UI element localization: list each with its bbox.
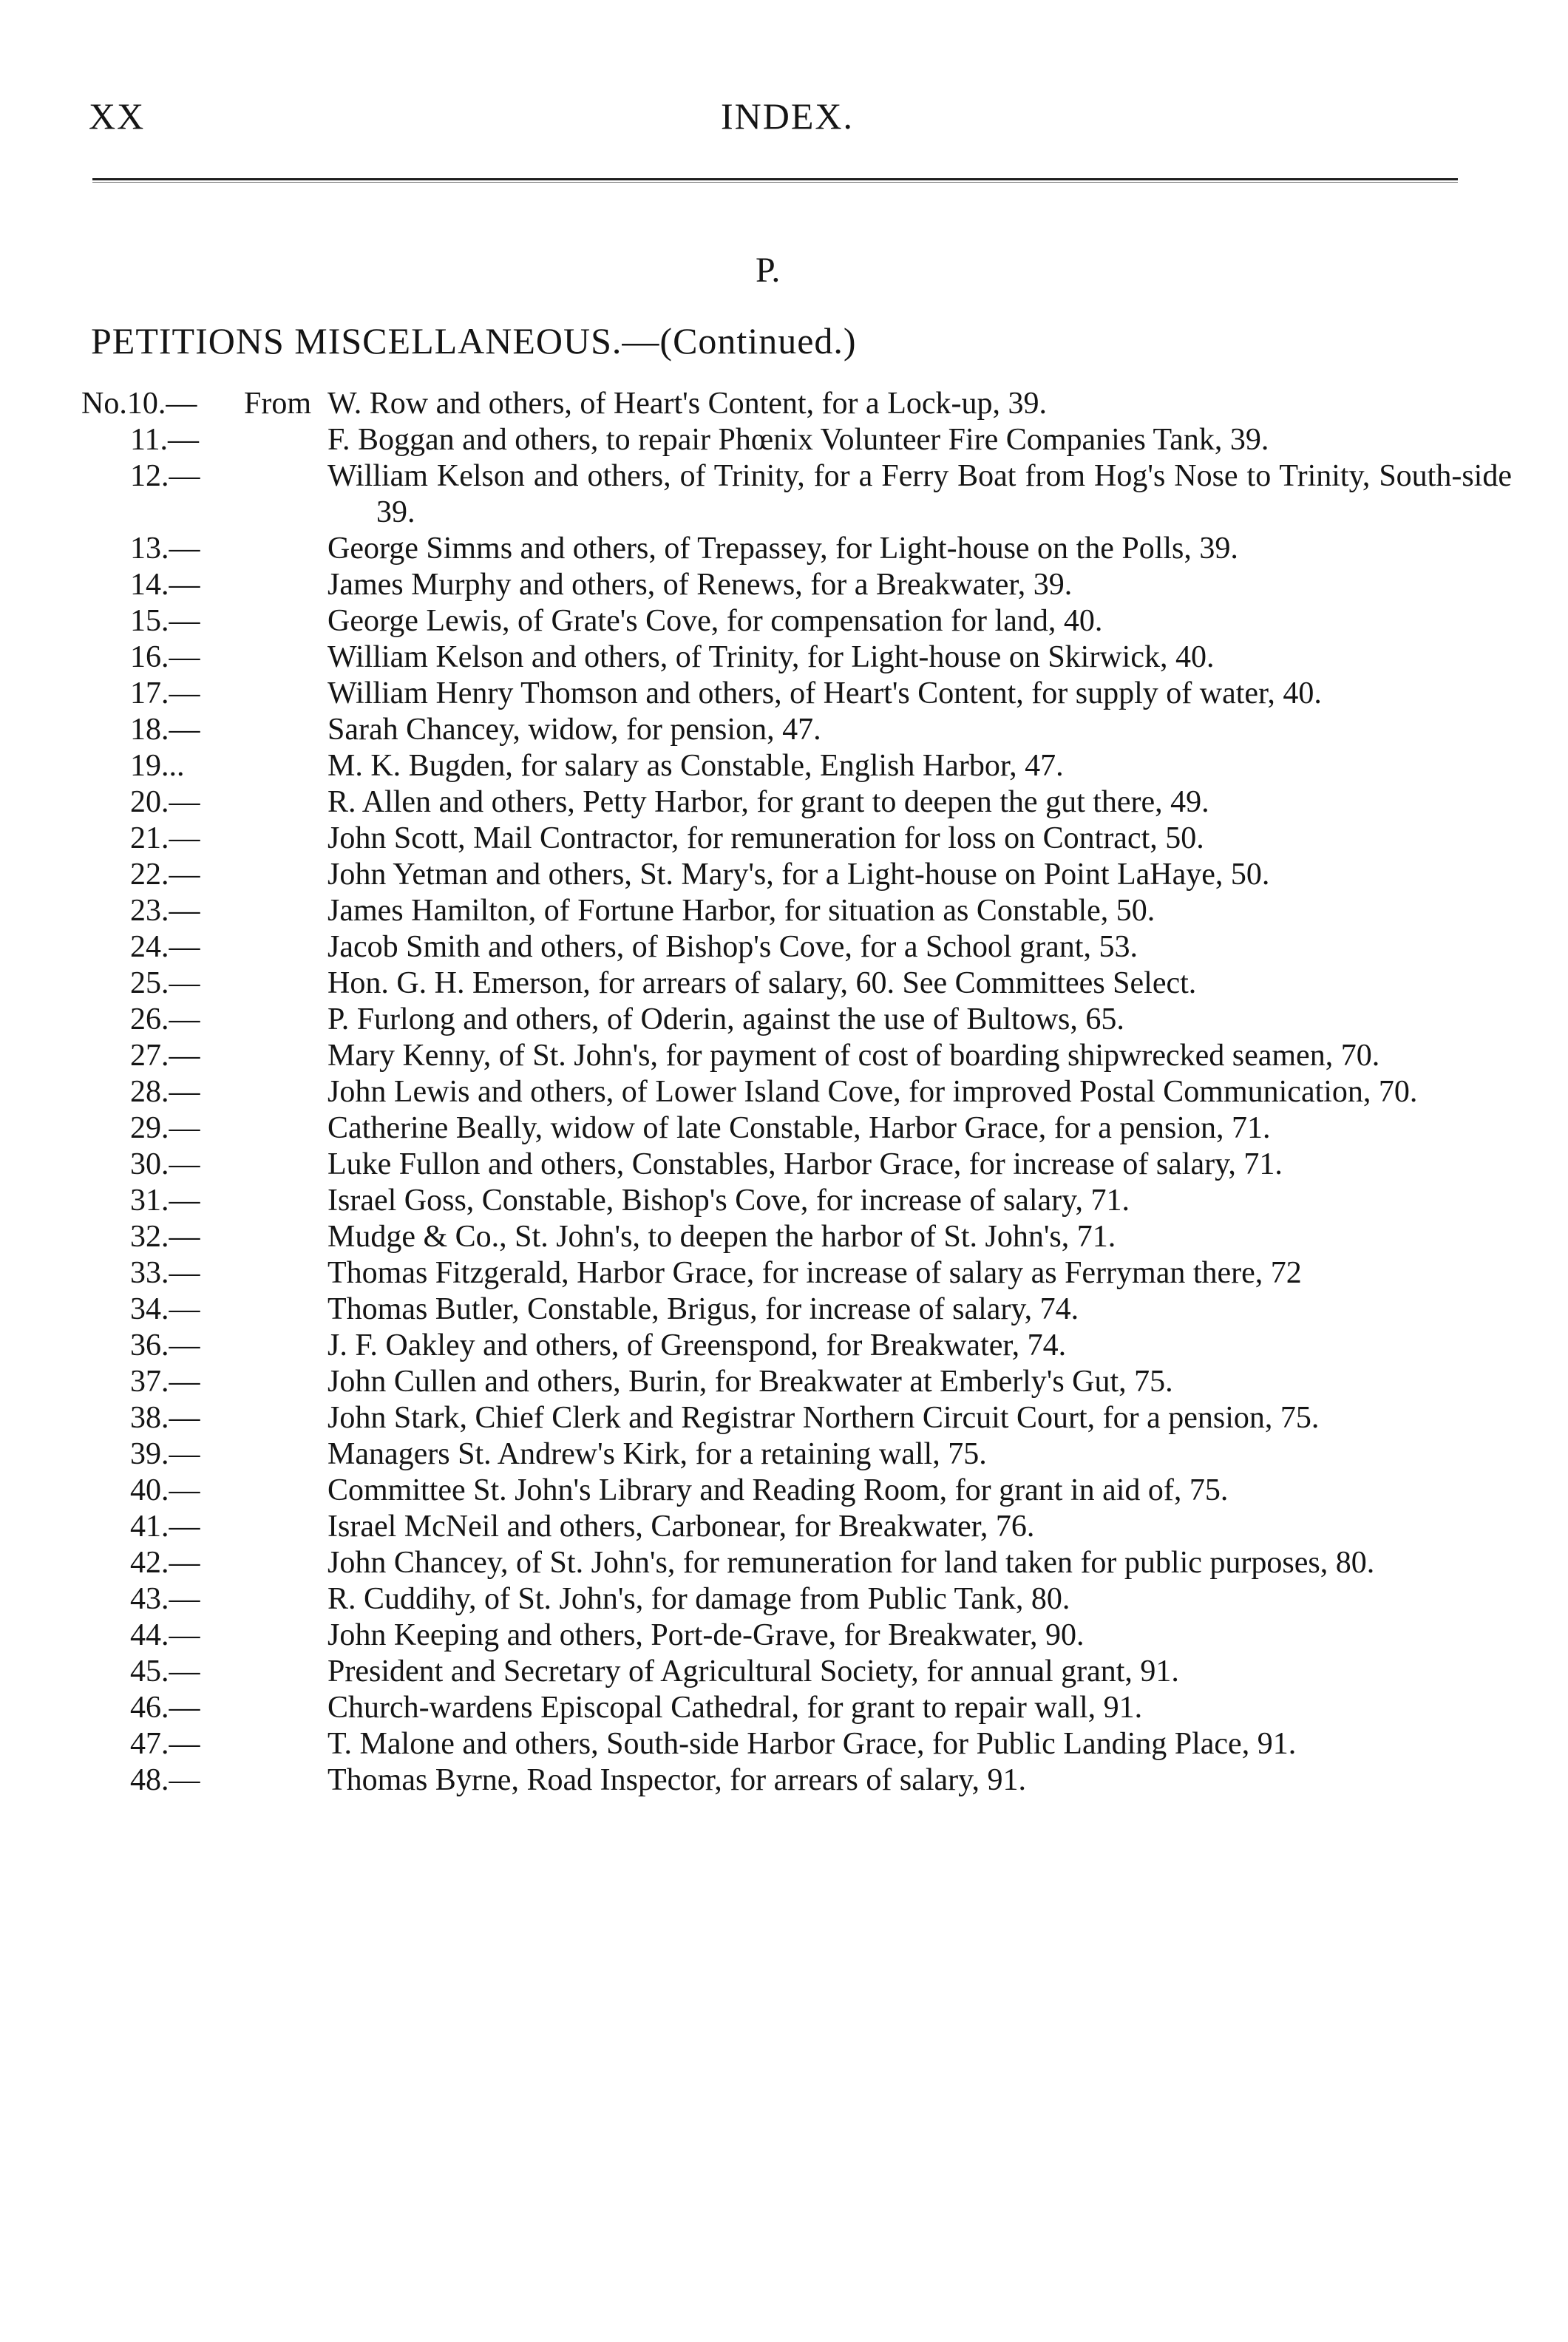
petition-entry	[0, 1545, 1568, 1581]
petition-entry	[0, 1436, 1568, 1473]
section-letter: P.	[756, 251, 781, 290]
petition-entry	[0, 784, 1568, 821]
petition-entry	[0, 531, 1568, 567]
petition-text: Israel McNeil and others, Carbonear, for Breakwater, 76.	[327, 1510, 1035, 1544]
petition-text: John Lewis and others, of Lower Island Cove, for improved Postal Communication, 70.	[327, 1075, 1418, 1109]
petition-entry	[0, 422, 1568, 458]
petition-number: 29.—	[130, 1111, 200, 1145]
petition-text: John Keeping and others, Port-de-Grave, for Breakwater, 90.	[327, 1618, 1085, 1652]
petition-text: John Chancey, of St. John's, for remuneration for land taken for public purposes, 80.	[327, 1546, 1375, 1580]
petition-number: 25.—	[130, 966, 200, 1000]
petition-text: William Henry Thomson and others, of Heart's Content, for supply of water, 40.	[327, 676, 1322, 710]
petition-number: 15.—	[130, 604, 200, 638]
petition-entry	[0, 1147, 1568, 1183]
petition-number: 27.—	[130, 1039, 200, 1073]
petition-number: 11.—	[130, 423, 199, 457]
petition-number: 30.—	[130, 1147, 200, 1181]
section-title: PETITIONS MISCELLANEOUS.—(Continued.)	[91, 320, 857, 362]
petition-text: James Hamilton, of Fortune Harbor, for situation as Constable, 50.	[327, 894, 1155, 928]
petition-text: Israel Goss, Constable, Bishop's Cove, for increase of salary, 71.	[327, 1184, 1130, 1218]
petition-number: 16.—	[130, 640, 200, 674]
petition-text: W. Row and others, of Heart's Content, for a Lock-up, 39.	[327, 387, 1047, 421]
petition-entry	[0, 1726, 1568, 1762]
petition-entry	[0, 676, 1568, 712]
header-rule	[92, 178, 1458, 183]
petition-entry	[0, 386, 1568, 422]
petition-text: Hon. G. H. Emerson, for arrears of salary, 60. See Committees Select.	[327, 966, 1197, 1000]
petition-text: William Kelson and others, of Trinity, for a Ferry Boat from Hog's Nose to Trinity, South-side 39.	[327, 459, 1512, 529]
petition-number: 42.—	[130, 1546, 200, 1580]
petition-number: 44.—	[130, 1618, 200, 1652]
petition-number: 34.—	[130, 1292, 200, 1326]
petition-entry	[0, 965, 1568, 1002]
petition-text: William Kelson and others, of Trinity, for Light-house on Skirwick, 40.	[327, 640, 1215, 674]
petition-text: Mudge & Co., St. John's, to deepen the harbor of St. John's, 71.	[327, 1220, 1116, 1254]
petition-text: F. Boggan and others, to repair Phœnix Volunteer Fire Companies Tank, 39.	[327, 423, 1269, 457]
petition-number: 28.—	[130, 1075, 200, 1109]
petition-entry	[0, 1038, 1568, 1074]
petition-entry	[0, 1581, 1568, 1618]
petition-number: 12.—	[130, 459, 200, 493]
petition-number: 21.—	[130, 821, 200, 855]
petition-entry	[0, 1400, 1568, 1436]
petition-number: 22.—	[130, 858, 200, 892]
petition-number: 18.—	[130, 713, 200, 747]
petition-entry	[0, 1074, 1568, 1110]
petition-text: Thomas Fitzgerald, Harbor Grace, for increase of salary as Ferryman there, 72	[327, 1256, 1302, 1290]
petition-text: M. K. Bugden, for salary as Constable, English Harbor, 47.	[327, 749, 1064, 783]
petition-number: 39.—	[130, 1437, 200, 1471]
petition-number: 20.—	[130, 785, 200, 819]
petition-text: John Stark, Chief Clerk and Registrar Northern Circuit Court, for a pension, 75.	[327, 1401, 1320, 1435]
petition-entry	[0, 1183, 1568, 1219]
petition-entry	[0, 639, 1568, 676]
petition-text: John Cullen and others, Burin, for Breakwater at Emberly's Gut, 75.	[327, 1365, 1173, 1399]
petition-entry	[0, 1618, 1568, 1654]
petition-text: George Simms and others, of Trepassey, for Light-house on the Polls, 39.	[327, 532, 1238, 566]
petition-entry	[0, 1654, 1568, 1690]
petition-text: Catherine Beally, widow of late Constable, Harbor Grace, for a pension, 71.	[327, 1111, 1271, 1145]
petition-text: Sarah Chancey, widow, for pension, 47.	[327, 713, 821, 747]
petition-number: 48.—	[130, 1763, 200, 1797]
petition-entry	[0, 1328, 1568, 1364]
petition-entry	[0, 1690, 1568, 1726]
petition-entry	[0, 712, 1568, 748]
petition-entry	[0, 857, 1568, 893]
page-number: XX	[89, 95, 146, 137]
petition-number: 36.—	[130, 1328, 200, 1362]
petition-number: 24.—	[130, 930, 200, 964]
petition-number: 17.—	[130, 676, 200, 710]
petition-entry	[0, 893, 1568, 929]
petition-text: Church-wardens Episcopal Cathedral, for grant to repair wall, 91.	[327, 1691, 1143, 1725]
petition-number: 23.—	[130, 894, 200, 928]
petition-number: 47.—	[130, 1727, 200, 1761]
petition-number: 46.—	[130, 1691, 200, 1725]
petition-number: 41.—	[130, 1510, 200, 1544]
petition-entry	[0, 1219, 1568, 1255]
petition-entry	[0, 1762, 1568, 1799]
petition-text: R. Cuddihy, of St. John's, for damage from Public Tank, 80.	[327, 1582, 1070, 1616]
petition-number: 38.—	[130, 1401, 200, 1435]
petition-number: 26.—	[130, 1002, 200, 1036]
petition-text: Committee St. John's Library and Reading Room, for grant in aid of, 75.	[327, 1473, 1229, 1507]
petition-number: 19...	[130, 749, 185, 783]
petition-text: Luke Fullon and others, Constables, Harbor Grace, for increase of salary, 71.	[327, 1147, 1283, 1181]
petition-number: 31.—	[130, 1184, 200, 1218]
petition-number: 40.—	[130, 1473, 200, 1507]
petition-entry	[0, 458, 1568, 531]
petition-text: President and Secretary of Agricultural Society, for annual grant, 91.	[327, 1654, 1179, 1688]
petition-text: John Scott, Mail Contractor, for remuneration for loss on Contract, 50.	[327, 821, 1204, 855]
petition-text: P. Furlong and others, of Oderin, against the use of Bultows, 65.	[327, 1002, 1124, 1036]
petition-entry	[0, 929, 1568, 965]
petition-text: Thomas Butler, Constable, Brigus, for increase of salary, 74.	[327, 1292, 1079, 1326]
petition-text: J. F. Oakley and others, of Greenspond, for Breakwater, 74.	[327, 1328, 1067, 1362]
running-head: INDEX.	[721, 95, 855, 137]
petition-prefix: From	[244, 387, 312, 421]
petition-text: R. Allen and others, Petty Harbor, for grant to deepen the gut there, 49.	[327, 785, 1209, 819]
petition-text: James Murphy and others, of Renews, for a Breakwater, 39.	[327, 568, 1073, 602]
petition-entry	[0, 1364, 1568, 1400]
petition-entry	[0, 748, 1568, 784]
petition-text: Mary Kenny, of St. John's, for payment of cost of boarding shipwrecked seamen, 70.	[327, 1039, 1380, 1073]
petition-number: 13.—	[130, 532, 200, 566]
petition-text: Thomas Byrne, Road Inspector, for arrears of salary, 91.	[327, 1763, 1026, 1797]
petition-number: 32.—	[130, 1220, 200, 1254]
petition-number: 45.—	[130, 1654, 200, 1688]
petition-text: Jacob Smith and others, of Bishop's Cove, for a School grant, 53.	[327, 930, 1138, 964]
petition-entry	[0, 1473, 1568, 1509]
petition-number: 14.—	[130, 568, 200, 602]
petition-number: No.10.—	[81, 387, 197, 421]
petition-entry	[0, 1509, 1568, 1545]
petition-text: T. Malone and others, South-side Harbor Grace, for Public Landing Place, 91.	[327, 1727, 1297, 1761]
petition-number: 37.—	[130, 1365, 200, 1399]
petition-text: Managers St. Andrew's Kirk, for a retaining wall, 75.	[327, 1437, 987, 1471]
petition-entry	[0, 1110, 1568, 1147]
petition-entry	[0, 1002, 1568, 1038]
petition-number: 43.—	[130, 1582, 200, 1616]
petition-entry	[0, 1255, 1568, 1292]
petition-number: 33.—	[130, 1256, 200, 1290]
petition-list	[0, 386, 1568, 1799]
petition-entry	[0, 603, 1568, 639]
petition-entry	[0, 567, 1568, 603]
petition-text: John Yetman and others, St. Mary's, for a Light-house on Point LaHaye, 50.	[327, 858, 1270, 892]
petition-entry	[0, 1292, 1568, 1328]
petition-entry	[0, 821, 1568, 857]
petition-text: George Lewis, of Grate's Cove, for compensation for land, 40.	[327, 604, 1103, 638]
